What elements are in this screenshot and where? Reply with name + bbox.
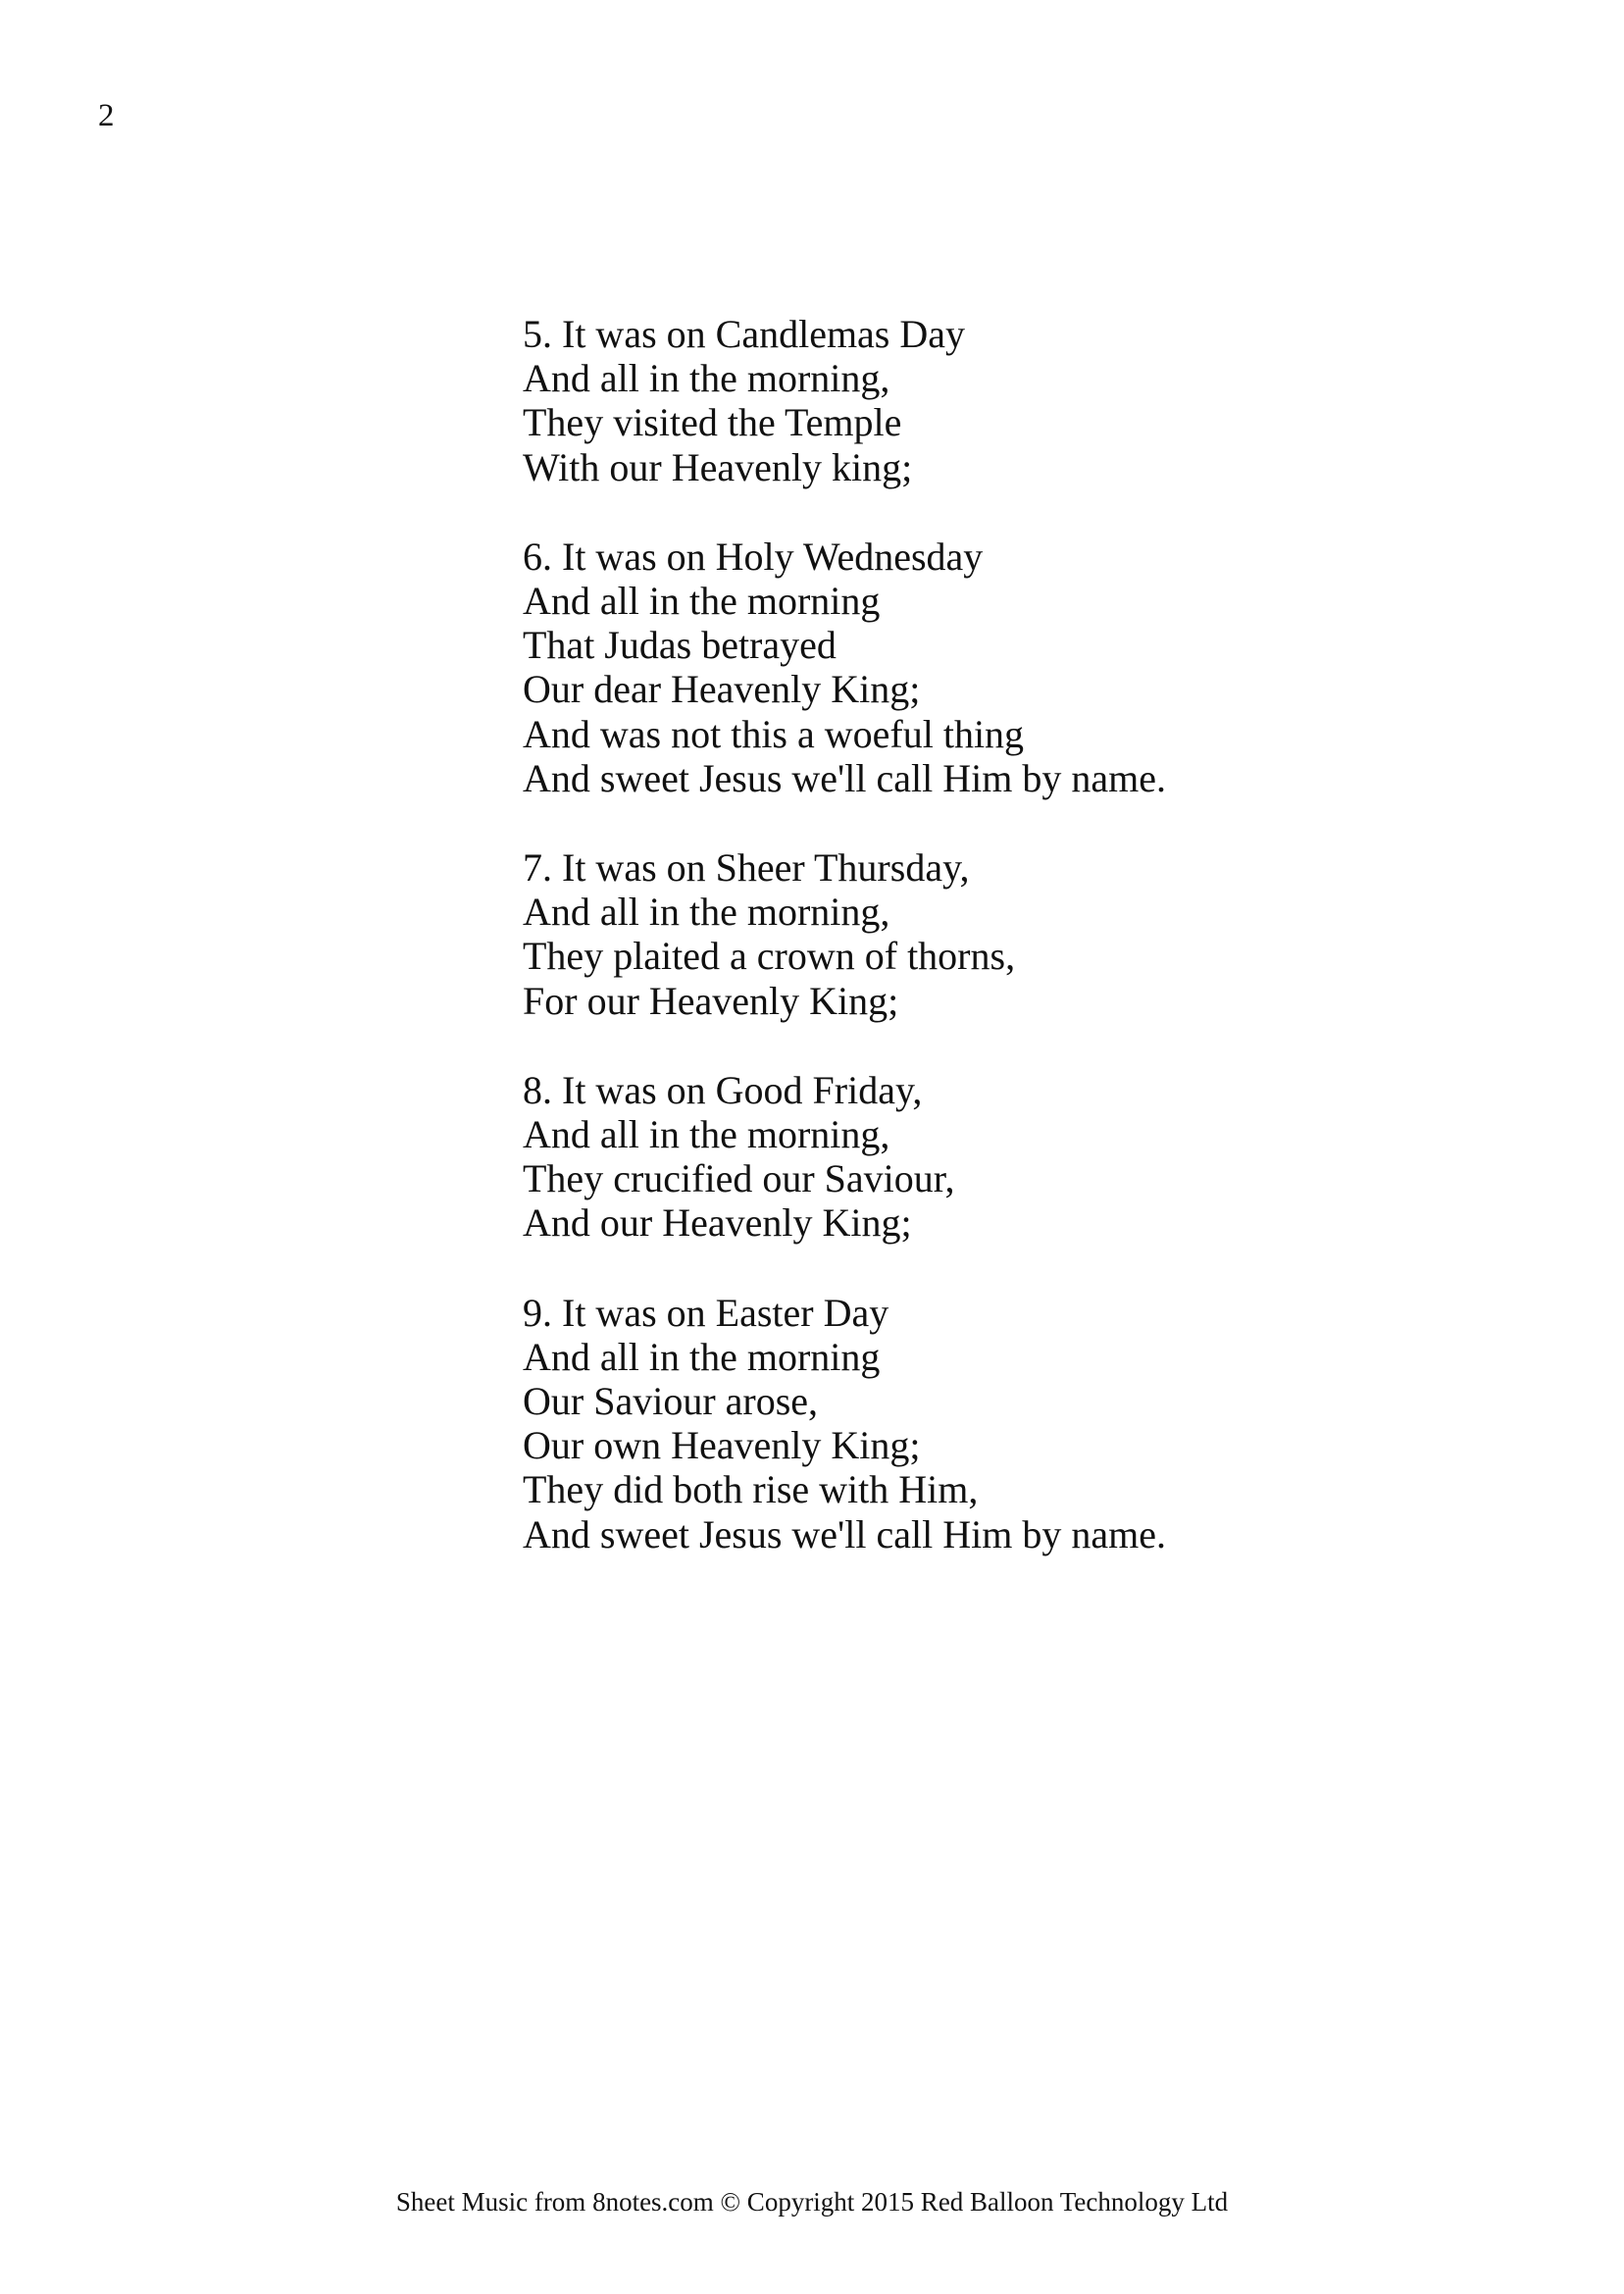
verse-line: 5. It was on Candlemas Day xyxy=(523,312,966,356)
verse xyxy=(523,1068,1503,1246)
verse-line: They did both rise with Him, xyxy=(523,1467,979,1512)
verse xyxy=(523,312,1503,489)
page-number: 2 xyxy=(98,98,115,133)
verse-line: Our dear Heavenly King; xyxy=(523,667,921,712)
verse-line: And all in the morning xyxy=(523,1334,881,1379)
verse xyxy=(523,845,1503,1023)
verse-line: Our Saviour arose, xyxy=(523,1379,819,1424)
copyright-footer: Sheet Music from 8notes.com © Copyright 2015 Red Balloon Technology Ltd xyxy=(395,2187,1229,2217)
verse-line: And all in the morning, xyxy=(523,356,890,401)
verse-line: And all in the morning, xyxy=(523,890,890,935)
verse-line: That Judas betrayed xyxy=(523,623,837,668)
verse-line: With our Heavenly king; xyxy=(523,444,913,489)
verse-line: Our own Heavenly King; xyxy=(523,1423,921,1468)
verse-line: 7. It was on Sheer Thursday, xyxy=(523,845,970,891)
lyrics-body xyxy=(523,312,1503,1602)
verse xyxy=(523,535,1503,800)
verse-line: And was not this a woeful thing xyxy=(523,711,1025,756)
verse-line: 9. It was on Easter Day xyxy=(523,1290,889,1335)
verse-line: 6. It was on Holy Wednesday xyxy=(523,534,984,579)
verse-line: They visited the Temple xyxy=(523,400,902,445)
verse-line: For our Heavenly King; xyxy=(523,978,899,1023)
verse-line: They crucified our Saviour, xyxy=(523,1156,955,1201)
verse-line: And our Heavenly King; xyxy=(523,1200,912,1246)
verse-line: And sweet Jesus we'll call Him by name. xyxy=(523,1511,1166,1556)
verse-line: And all in the morning xyxy=(523,579,881,624)
verse-line: 8. It was on Good Friday, xyxy=(523,1067,923,1112)
verse xyxy=(523,1291,1503,1556)
verse-line: They plaited a crown of thorns, xyxy=(523,934,1016,979)
verse-line: And sweet Jesus we'll call Him by name. xyxy=(523,755,1166,800)
verse-line: And all in the morning, xyxy=(523,1112,890,1157)
